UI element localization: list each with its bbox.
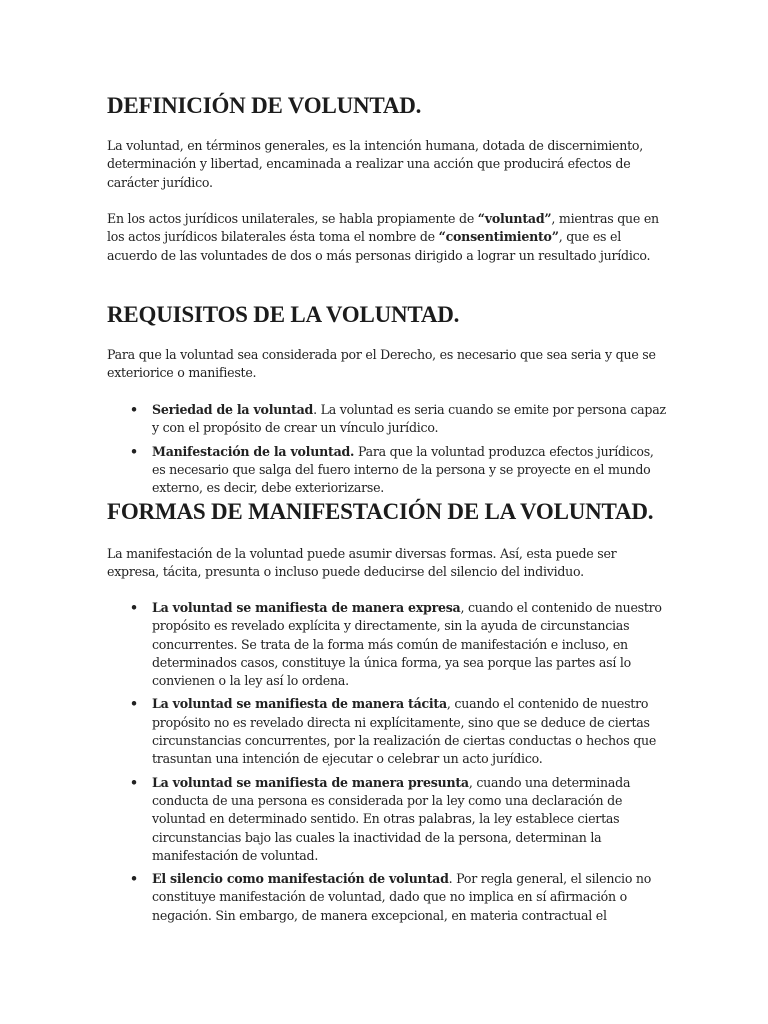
formas-list bbox=[107, 599, 667, 930]
bullet-icon: • bbox=[130, 871, 138, 887]
bullet-icon: • bbox=[130, 402, 138, 417]
heading-definicion: DEFINICIÓN DE VOLUNTAD. bbox=[107, 93, 422, 118]
paragraph-requisitos: Para que la voluntad sea considerada por el Derecho, es necesario que sea seria y que se exteriorice o manifieste. bbox=[107, 347, 656, 381]
heading-requisitos: REQUISITOS DE LA VOLUNTAD. bbox=[107, 302, 460, 327]
list-item bbox=[107, 870, 667, 925]
item-text: . La voluntad es seria cuando se emite por persona capaz y con el propósito de crear un vínculo jurídico. bbox=[152, 402, 666, 436]
paragraph-voluntad-consentimiento bbox=[107, 210, 667, 265]
list-item bbox=[107, 401, 667, 438]
item-text: , cuando el contenido de nuestro propósito no es revelado directa ni explícitamente, sino que se deduce de ciertas circunstancias concurrentes, por la realización de ciertas conductas o hechos que trasuntan una intención de ejecutar o celebrar un acto jurídico. bbox=[152, 696, 657, 767]
item-title: Seriedad de la voluntad bbox=[152, 402, 314, 417]
item-text: . Por regla general, el silencio no constituye manifestación de voluntad, dado que no implica en sí afirmación o negación. Sin embargo, de manera excepcional, en materia contractual el bbox=[152, 871, 652, 923]
text-span: , que es el acuerdo de las voluntades de dos o más personas dirigido a lograr un resultado jurídico. bbox=[107, 229, 651, 263]
item-text: , cuando el contenido de nuestro propósito es revelado explícita y directamente, sin la ayuda de circunstancias concurrentes. Se trata de la forma más común de manifestación e incluso, en determinados casos, constituye la única forma, ya sea porque las partes así lo convienen o la ley así lo ordena. bbox=[152, 600, 662, 689]
item-title: La voluntad se manifiesta de manera presunta bbox=[152, 774, 469, 790]
bullet-icon: • bbox=[130, 443, 138, 459]
term-consentimiento: “consentimiento” bbox=[438, 229, 559, 245]
item-title: La voluntad se manifiesta de manera expresa bbox=[152, 600, 461, 615]
item-title: La voluntad se manifiesta de manera tácita bbox=[152, 696, 447, 712]
text-span: , mientras que en los actos jurídicos bilaterales ésta toma el nombre de bbox=[107, 211, 659, 245]
item-text: Para que la voluntad produzca efectos jurídicos, es necesario que salga del fuero interno de la persona y se proyecte en el mundo externo, es decir, debe exteriorizarse. bbox=[152, 443, 654, 496]
requisitos-list bbox=[107, 401, 667, 502]
bullet-icon: • bbox=[130, 774, 138, 790]
term-voluntad: “voluntad” bbox=[477, 211, 552, 226]
list-item bbox=[107, 599, 667, 690]
list-item bbox=[107, 443, 667, 498]
bullet-icon: • bbox=[130, 600, 138, 615]
list-item bbox=[107, 695, 667, 768]
text-span: En los actos jurídicos unilaterales, se habla propiamente de bbox=[107, 211, 478, 226]
item-title: El silencio como manifestación de voluntad bbox=[152, 871, 449, 887]
paragraph-formas: La manifestación de la voluntad puede asumir diversas formas. Así, esta puede ser expresa, tácita, presunta o incluso puede deducirse del silencio del individuo. bbox=[107, 546, 617, 580]
item-title: Manifestación de la voluntad. bbox=[152, 443, 355, 459]
bullet-icon: • bbox=[130, 696, 138, 712]
list-item bbox=[107, 774, 667, 865]
item-text: , cuando una determinada conducta de una persona es considerada por la ley como una declaración de voluntad en determinado sentido. En otras palabras, la ley establece ciertas circunstancias bajo las cuales la inactividad de la persona, determinan la manifestación de voluntad. bbox=[152, 774, 631, 863]
heading-formas: FORMAS DE MANIFESTACIÓN DE LA VOLUNTAD. bbox=[107, 499, 654, 524]
paragraph-definicion: La voluntad, en términos generales, es la intención humana, dotada de discernimiento, determinación y libertad, encaminada a realizar una acción que producirá efectos de carácter jurídico. bbox=[107, 138, 643, 190]
